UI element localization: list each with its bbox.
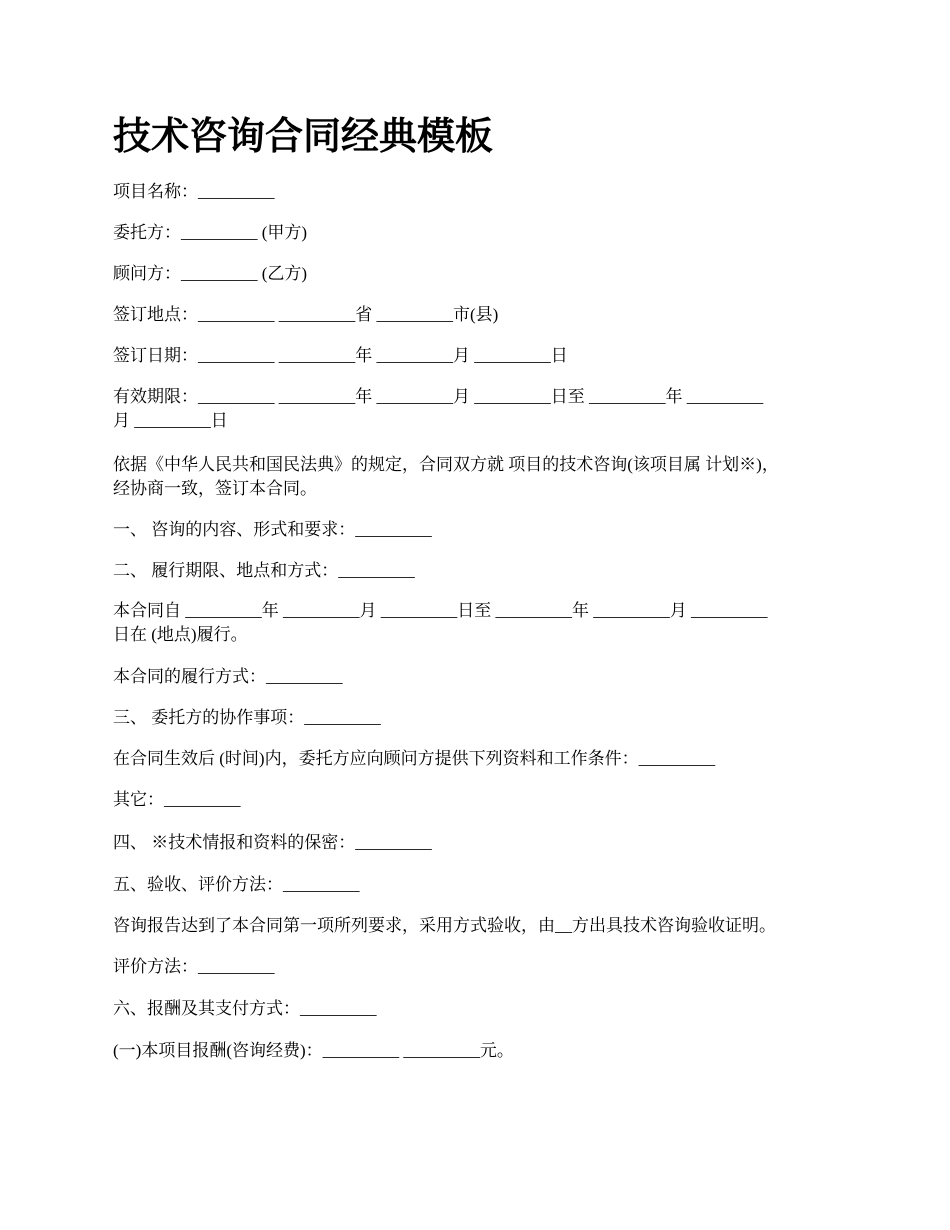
client-party-line: 委托方：_________ (甲方)	[113, 223, 308, 242]
performance-method-line: 本合同的履行方式：_________	[113, 667, 343, 686]
section-5-heading: 五、验收、评价方法：_________	[113, 875, 360, 894]
project-name-line: 项目名称：_________	[113, 182, 275, 201]
preamble-paragraph: 依据《中华人民共和国民法典》的规定，合同双方就 项目的技术咨询(该项目属 计划※)， 经协商一致，签订本合同。	[113, 455, 779, 498]
signing-place-line: 签订地点：_________ _________省 _________市(县)	[113, 305, 499, 324]
evaluation-method-line: 评价方法：_________	[113, 957, 275, 976]
acceptance-paragraph: 咨询报告达到了本合同第一项所列要求，采用方式验收，由__方出具技术咨询验收证明。	[113, 916, 776, 935]
section-6-heading: 六、报酬及其支付方式：_________	[113, 999, 377, 1018]
section-2-heading: 二、 履行期限、地点和方式：_________	[113, 561, 415, 580]
section-1-heading: 一、 咨询的内容、形式和要求：_________	[113, 520, 432, 539]
materials-provision-line: 在合同生效后 (时间)内，委托方应向顾问方提供下列资料和工作条件：_________	[113, 749, 716, 768]
consultant-party-line: 顾问方：_________ (乙方)	[113, 264, 308, 283]
section-4-heading: 四、 ※技术情报和资料的保密：_________	[113, 833, 432, 852]
section-3-heading: 三、 委托方的协作事项：_________	[113, 708, 381, 727]
remuneration-line: (一)本项目报酬(咨询经费)：_________ _________元。	[113, 1041, 514, 1060]
signing-date-line: 签订日期：_________ _________年 _________月 _________日	[113, 346, 568, 365]
performance-period-paragraph: 本合同自 _________年 _________月 _________日至 _________年 _________月 _________ 日在 (地点)履行。	[113, 601, 768, 644]
validity-period-line: 有效期限：_________ _________年 _________月 _________日至 _________年 _________ 月 _________日	[113, 387, 764, 430]
other-matters-line: 其它：_________	[113, 790, 241, 809]
document-title: 技术咨询合同经典模板	[113, 116, 494, 158]
